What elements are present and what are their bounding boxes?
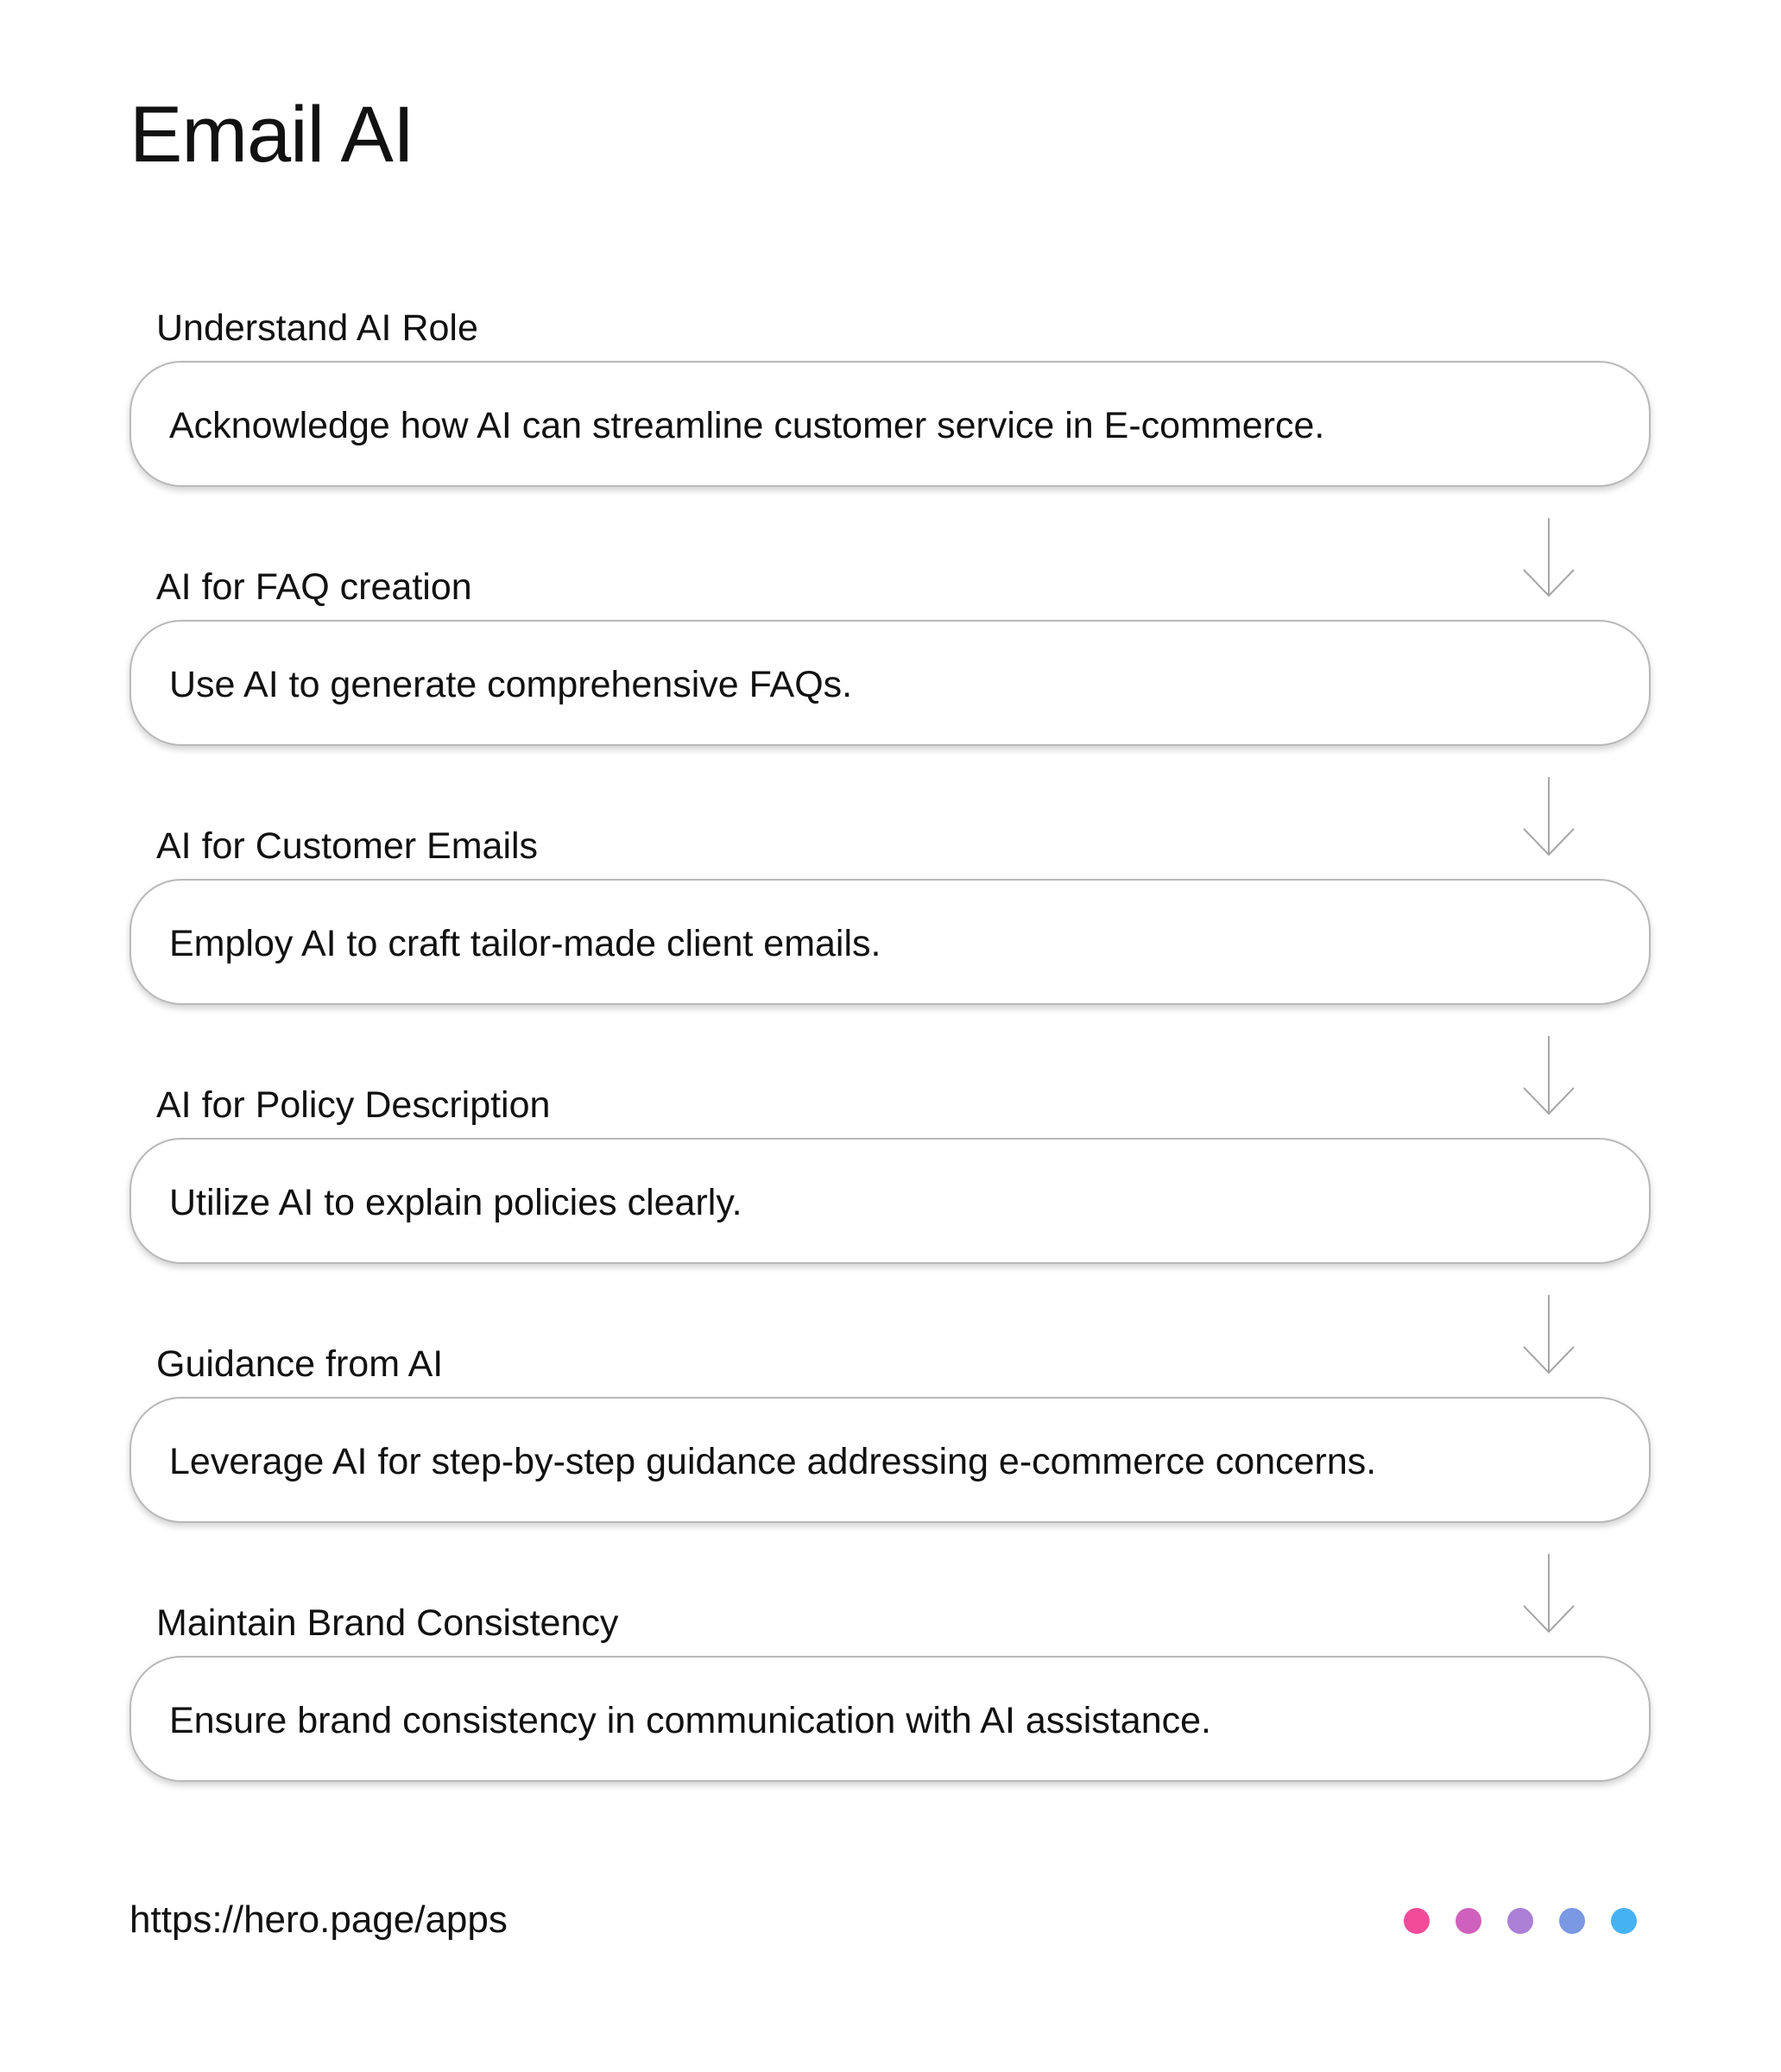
dot-1 bbox=[1404, 1908, 1430, 1934]
step-label: AI for FAQ creation bbox=[156, 566, 472, 608]
step-label: AI for Policy Description bbox=[156, 1084, 551, 1126]
step-label: Understand AI Role bbox=[156, 307, 478, 349]
step-box bbox=[129, 1656, 1651, 1782]
step-2 bbox=[0, 564, 1781, 823]
step-5 bbox=[0, 1341, 1781, 1600]
step-text: Leverage AI for step-by-step guidance addressing e-commerce concerns. bbox=[169, 1441, 1377, 1482]
step-box bbox=[129, 1138, 1651, 1264]
step-1 bbox=[0, 305, 1781, 564]
dot-3 bbox=[1507, 1908, 1533, 1934]
step-4 bbox=[0, 1082, 1781, 1341]
color-dots bbox=[1404, 1908, 1637, 1934]
footer-link[interactable]: https://hero.page/apps bbox=[129, 1898, 508, 1941]
dot-5 bbox=[1611, 1908, 1637, 1934]
step-text: Employ AI to craft tailor-made client emails. bbox=[169, 923, 881, 964]
dot-4 bbox=[1559, 1908, 1585, 1934]
step-box bbox=[129, 879, 1651, 1005]
step-text: Utilize AI to explain policies clearly. bbox=[169, 1182, 742, 1223]
step-box bbox=[129, 361, 1651, 487]
step-label: Maintain Brand Consistency bbox=[156, 1602, 619, 1644]
step-label: Guidance from AI bbox=[156, 1343, 444, 1385]
dot-2 bbox=[1456, 1908, 1481, 1934]
step-3 bbox=[0, 823, 1781, 1082]
step-6 bbox=[0, 1600, 1781, 1859]
step-box bbox=[129, 620, 1651, 746]
step-label: AI for Customer Emails bbox=[156, 825, 539, 867]
step-box bbox=[129, 1397, 1651, 1523]
page-title: Email AI bbox=[129, 91, 414, 179]
step-text: Ensure brand consistency in communication with AI assistance. bbox=[169, 1700, 1211, 1741]
step-text: Acknowledge how AI can streamline customer service in E-commerce. bbox=[169, 405, 1325, 446]
step-text: Use AI to generate comprehensive FAQs. bbox=[169, 664, 853, 705]
